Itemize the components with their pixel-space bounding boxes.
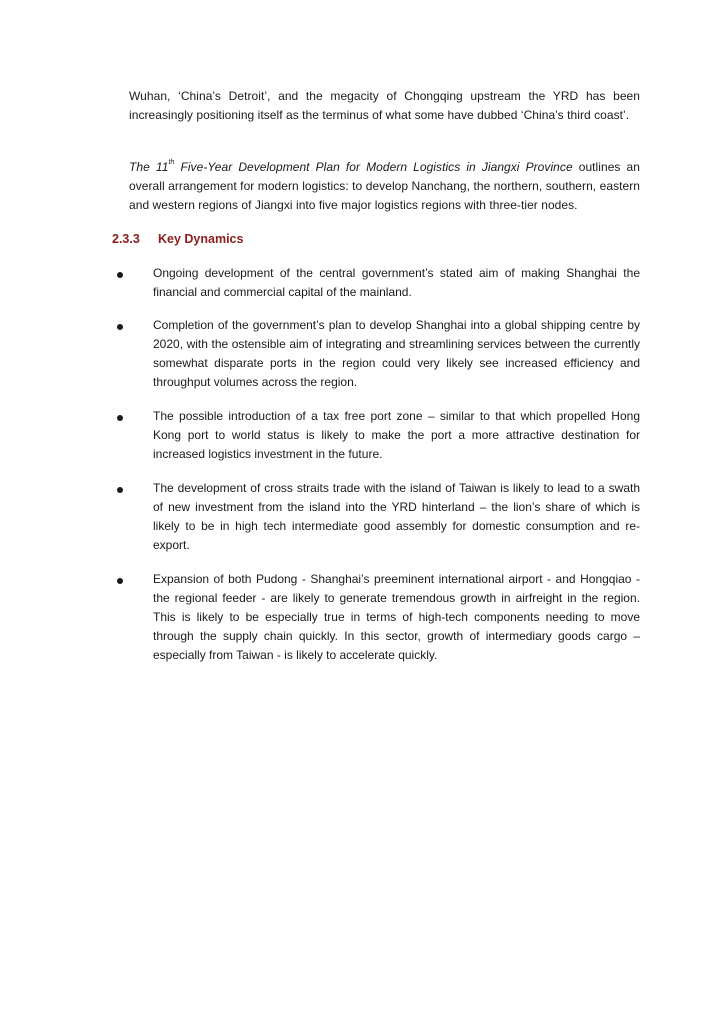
list-item-text: The possible introduction of a tax free port zone – similar to that which propelled Hong Kong port to world status is likely to make the port a more attractive destination for increased logistics investment in the future. <box>153 409 640 461</box>
section-heading <box>112 230 243 249</box>
plan-body: outlines an overall arrangement for modern logistics: to develop Nanchang, the northern, southern, eastern and western regions of Jiangxi into five major logistics regions with three-tier nodes. <box>129 160 640 212</box>
section-title: Key Dynamics <box>158 232 244 246</box>
plan-title <box>129 160 573 174</box>
plan-paragraph <box>129 158 640 215</box>
list-item-text: Completion of the government’s plan to develop Shanghai into a global shipping centre by 2020, with the ostensible aim of integrating and streamlining services between the currently somewhat disparate ports in the region could very likely see increased efficiency and throughput volumes across the region. <box>153 318 640 389</box>
list-item-text: The development of cross straits trade with the island of Taiwan is likely to lead to a swath of new investment from the island into the YRD hinterland – the lion’s share of which is likely to be in high tech intermediate good assembly for domestic consumption and re-export. <box>153 481 640 552</box>
list-item-text: Ongoing development of the central government’s stated aim of making Shanghai the financial and commercial capital of the mainland. <box>153 266 640 299</box>
list-item-text: Expansion of both Pudong - Shanghai’s preeminent international airport - and Hongqiao - the regional feeder - are likely to generate tremendous growth in airfreight in the region. This is likely to be especially true in terms of high-tech components needing to move through the supply chain quickly. In this sector, growth of intermediary goods cargo – especially from Taiwan - is likely to accelerate quickly. <box>153 572 640 662</box>
intro-paragraph: Wuhan, ‘China’s Detroit’, and the megacity of Chongqing upstream the YRD has been increasingly positioning itself as the terminus of what some have dubbed ‘China’s third coast’. <box>129 89 640 122</box>
bullet-icon <box>117 272 123 278</box>
bullet-icon <box>117 487 123 493</box>
section-number: 2.3.3 <box>112 232 140 246</box>
bullet-icon <box>117 324 123 330</box>
bullet-icon <box>117 578 123 584</box>
plan-title-prefix: The 11 <box>129 160 169 174</box>
plan-title-rest: Five-Year Development Plan for Modern Logistics in Jiangxi Province <box>174 160 573 174</box>
ordinal-superscript: th <box>168 159 175 166</box>
bullet-icon <box>117 415 123 421</box>
